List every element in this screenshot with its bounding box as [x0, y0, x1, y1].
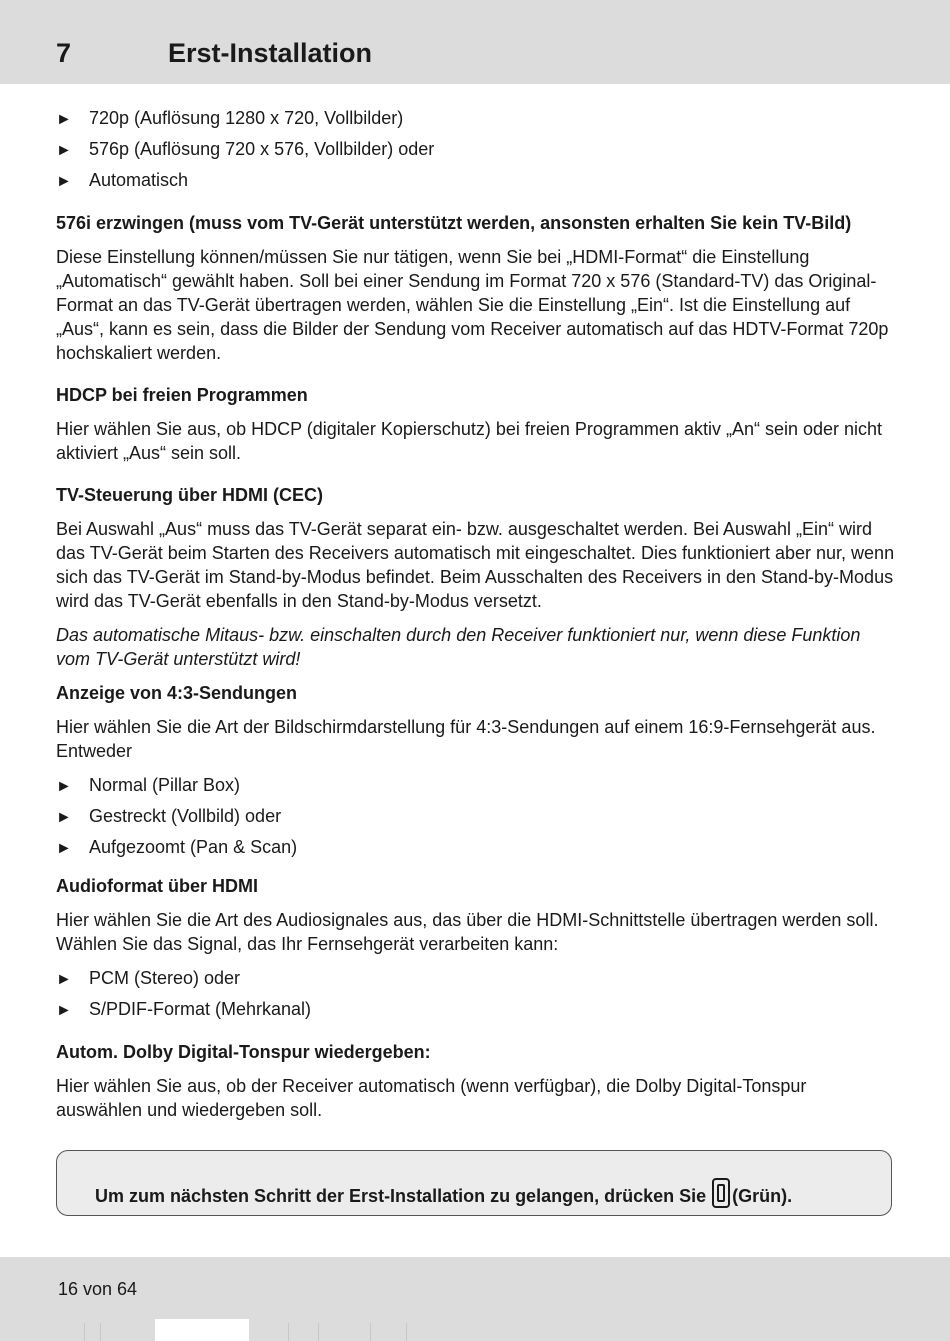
list-item-text: Aufgezoomt (Pan & Scan)	[89, 837, 298, 857]
page-header	[0, 0, 950, 84]
right-pointer-icon: ►	[56, 1002, 72, 1019]
section-heading-43: Anzeige von 4:3-Sendungen	[56, 683, 298, 703]
next-step-text-before: Um zum nächsten Schritt der Erst-Installation zu gelangen, drücken Sie	[95, 1185, 707, 1206]
list-item	[56, 106, 896, 132]
list-item	[56, 835, 896, 861]
green-button-icon	[712, 1178, 730, 1208]
footer-divider	[100, 1323, 101, 1341]
next-step-text-after: (Grün).	[732, 1185, 793, 1206]
list-item-text: PCM (Stereo) oder	[89, 968, 241, 988]
section-body-576i: Diese Einstellung können/müssen Sie nur tätigen, wenn Sie bei „HDMI-Format“ die Einstellung „Automatisch“ gewählt haben. Soll bei einer Sendung im Format 720 x 576 (Standard-TV) das Original-Format an das TV-Gerät übertragen werden, wählen Sie die Einstellung „Ein“. Ist die Einstellung auf „Aus“, kann es sein, dass die Bilder der Sendung vom Receiver automatisch auf das HDTV-Format 720p hochskaliert werden.	[56, 247, 889, 363]
footer-divider	[370, 1323, 371, 1341]
section-body-dolby: Hier wählen Sie aus, ob der Receiver automatisch (wenn verfügbar), die Dolby Digital-Tonspur auswählen und wiedergeben soll.	[56, 1076, 807, 1120]
footer-divider	[288, 1323, 289, 1341]
list-item	[56, 137, 896, 163]
section-note-cec: Das automatische Mitaus- bzw. einschalten durch den Receiver funktioniert nur, wenn diese Funktion vom TV-Gerät unterstützt wird!	[56, 625, 861, 669]
next-step-notice	[56, 1150, 892, 1216]
list-item	[56, 997, 896, 1023]
page-number: 16 von 64	[58, 1279, 138, 1299]
section-body-hdcp: Hier wählen Sie aus, ob HDCP (digitaler Kopierschutz) bei freien Programmen aktiv „An“ sein oder nicht aktiviert „Aus“ sein soll.	[56, 419, 883, 463]
page-footer	[0, 1257, 950, 1341]
right-pointer-icon: ►	[56, 142, 72, 159]
list-item-text: Normal (Pillar Box)	[89, 775, 241, 795]
section-body-audio: Hier wählen Sie die Art des Audiosignales aus, das über die HDMI-Schnittstelle übertragen werden soll. Wählen Sie das Signal, das Ihr Fernsehgerät verarbeiten kann:	[56, 910, 879, 954]
right-pointer-icon: ►	[56, 840, 72, 857]
next-step-text	[95, 1181, 792, 1211]
section-heading-audio: Audioformat über HDMI	[56, 876, 258, 896]
footer-divider	[406, 1323, 407, 1341]
list-item	[56, 773, 896, 799]
right-pointer-icon: ►	[56, 809, 72, 826]
list-item-text: Gestreckt (Vollbild) oder	[89, 806, 282, 826]
list-item-text: S/PDIF-Format (Mehrkanal)	[89, 999, 312, 1019]
footer-divider	[84, 1323, 85, 1341]
list-item	[56, 804, 896, 830]
chapter-title: Erst-Installation	[168, 38, 373, 68]
chapter-number: 7	[56, 38, 72, 68]
section-heading-cec: TV-Steuerung über HDMI (CEC)	[56, 485, 324, 505]
list-item-text: Automatisch	[89, 170, 189, 190]
footer-divider	[318, 1323, 319, 1341]
section-body-cec: Bei Auswahl „Aus“ muss das TV-Gerät separat ein- bzw. ausgeschaltet werden. Bei Auswahl „Ein“ wird das TV-Gerät beim Starten des Receivers automatisch mit eingeschaltet. Dies funktioniert aber nur, wenn sich das TV-Gerät im Stand-by-Modus befindet. Beim Ausschalten des Receivers in den Stand-by-Modus wird das TV-Gerät ebenfalls in den Stand-by-Modus versetzt.	[56, 519, 895, 611]
section-heading-576i: 576i erzwingen (muss vom TV-Gerät unterstützt werden, ansonsten erhalten Sie kein TV-Bild)	[56, 213, 852, 233]
list-item-text: 720p (Auflösung 1280 x 720, Vollbilder)	[89, 108, 404, 128]
right-pointer-icon: ►	[56, 173, 72, 190]
footer-tab	[155, 1319, 249, 1341]
list-item	[56, 966, 896, 992]
list-item-text: 576p (Auflösung 720 x 576, Vollbilder) oder	[89, 139, 435, 159]
main-content	[56, 106, 896, 1132]
list-item	[56, 168, 896, 194]
section-body-43: Hier wählen Sie die Art der Bildschirmdarstellung für 4:3-Sendungen auf einem 16:9-Fernsehgerät aus. Entweder	[56, 717, 876, 761]
right-pointer-icon: ►	[56, 111, 72, 128]
right-pointer-icon: ►	[56, 971, 72, 988]
section-heading-dolby: Autom. Dolby Digital-Tonspur wiedergeben:	[56, 1042, 431, 1062]
right-pointer-icon: ►	[56, 778, 72, 795]
section-heading-hdcp: HDCP bei freien Programmen	[56, 385, 308, 405]
